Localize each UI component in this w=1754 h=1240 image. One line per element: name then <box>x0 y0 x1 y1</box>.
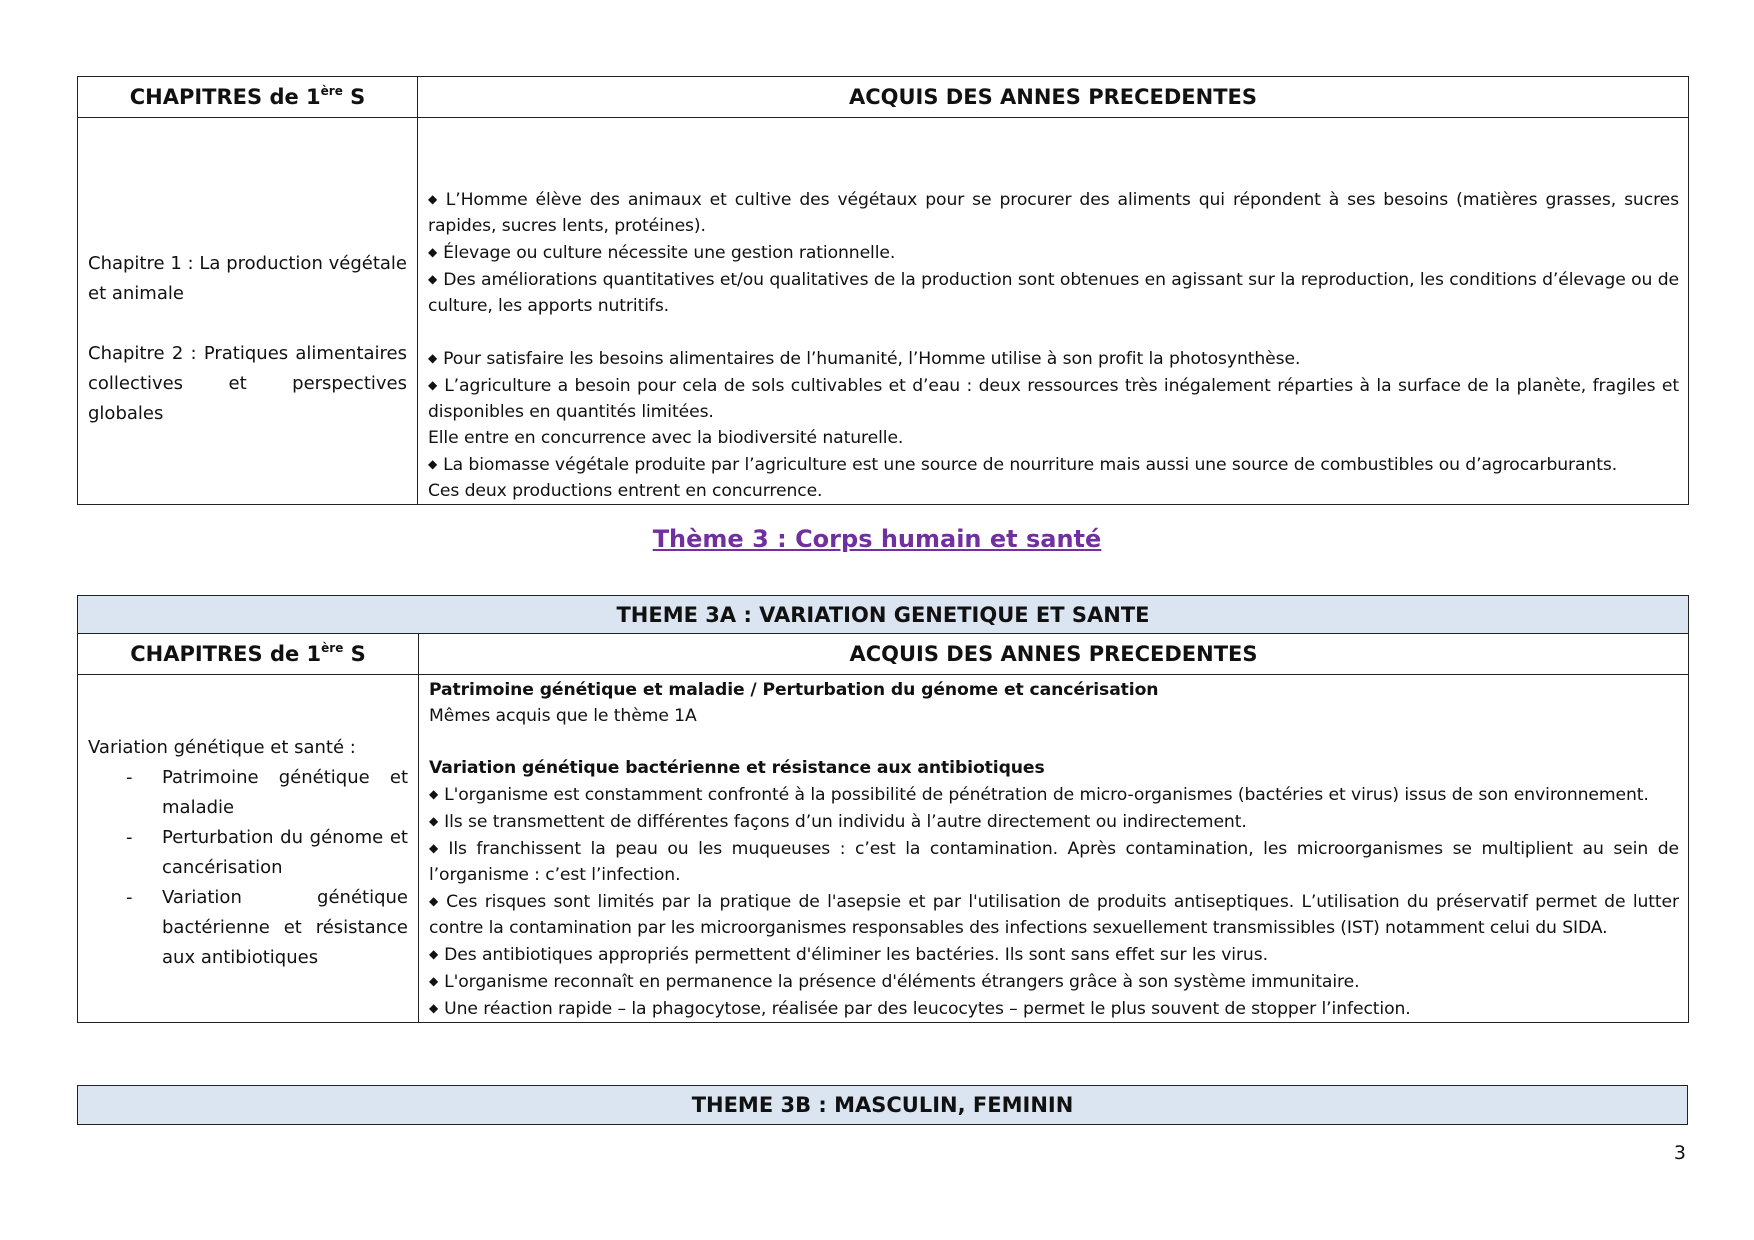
header-chapitres-text: CHAPITRES de 1 <box>130 642 322 666</box>
acquis-paragraph <box>428 372 1679 425</box>
header-chapitres <box>78 77 418 118</box>
chapter-1: Chapitre 1 : La production végétale et animale <box>88 253 407 304</box>
theme3b-header: THEME 3B : MASCULIN, FEMININ <box>78 1086 1688 1125</box>
acquis-text: La biomasse végétale produite par l’agriculture est une source de nourriture mais aussi une source de combustibles ou d’agrocarburants. <box>443 455 1618 475</box>
page-number: 3 <box>1673 1142 1686 1164</box>
acquis-text: Ils se transmettent de différentes façons d’un individu à l’autre directement ou indirectement. <box>444 812 1247 832</box>
acquis-text: L'organisme est constamment confronté à la possibilité de pénétration de micro-organismes (bactéries et virus) issus de son environnement. <box>444 785 1649 805</box>
acquis-paragraph <box>428 186 1679 239</box>
chapter-subitem-text: Patrimoine génétique et maladie <box>162 767 408 818</box>
acquis-paragraph <box>428 451 1679 478</box>
diamond-bullet-icon: ◆ <box>429 814 439 828</box>
acquis-text: L'organisme reconnaît en permanence la présence d'éléments étrangers grâce à son système immunitaire. <box>444 972 1360 992</box>
acquis-text: Des améliorations quantitatives et/ou qualitatives de la production sont obtenues en agissant sur la reproduction, les conditions d’élevage ou de culture, les apports nutritifs. <box>428 270 1679 316</box>
chapters-cell <box>78 675 419 1023</box>
acquis-paragraph <box>428 239 1679 266</box>
diamond-bullet-icon: ◆ <box>429 1001 439 1015</box>
acquis-paragraph <box>429 995 1679 1022</box>
diamond-bullet-icon: ◆ <box>429 787 439 801</box>
chapters-cell <box>78 118 418 505</box>
section-title: Variation génétique bactérienne et résistance aux antibiotiques <box>429 758 1045 778</box>
diamond-bullet-icon: ◆ <box>428 457 438 471</box>
diamond-bullet-icon: ◆ <box>429 894 441 908</box>
table-theme3a <box>77 595 1689 1023</box>
acquis-paragraph <box>429 941 1679 968</box>
diamond-bullet-icon: ◆ <box>429 947 439 961</box>
dash-bullet: - <box>126 887 133 908</box>
header-chapitres-sup: ère <box>320 84 343 98</box>
acquis-text: Élevage ou culture nécessite une gestion rationnelle. <box>443 243 896 263</box>
theme3-title: Thème 3 : Corps humain et santé <box>652 525 1102 553</box>
acquis-text: L’Homme élève des animaux et cultive des végétaux pour se procurer des aliments qui répondent à ses besoins (matières grasses, sucres rapides, sucres lents, protéines). <box>428 190 1679 236</box>
section-title: Patrimoine génétique et maladie / Perturbation du génome et cancérisation <box>429 680 1159 700</box>
acquis-text: Des antibiotiques appropriés permettent d'éliminer les bactéries. Ils sont sans effet sur les virus. <box>444 945 1268 965</box>
diamond-bullet-icon: ◆ <box>429 974 439 988</box>
acquis-paragraph <box>429 888 1679 941</box>
header-acquis: ACQUIS DES ANNES PRECEDENTES <box>418 77 1689 118</box>
chapter-subitem <box>88 823 408 883</box>
acquis-paragraph <box>429 835 1679 888</box>
acquis-text: Une réaction rapide – la phagocytose, réalisée par des leucocytes – permet le plus souvent de stopper l’infection. <box>444 999 1411 1019</box>
acquis-text: Pour satisfaire les besoins alimentaires de l’humanité, l’Homme utilise à son profit la photosynthèse. <box>443 349 1301 369</box>
acquis-paragraph <box>429 781 1679 808</box>
header-chapitres-sup: ère <box>321 641 344 655</box>
acquis-paragraph <box>428 345 1679 372</box>
acquis-cell <box>418 118 1689 505</box>
theme3a-header: THEME 3A : VARIATION GENETIQUE ET SANTE <box>78 596 1689 634</box>
chapter-subitem <box>88 763 408 823</box>
diamond-bullet-icon: ◆ <box>429 841 443 855</box>
header-chapitres-end: S <box>343 642 366 666</box>
acquis-cell <box>419 675 1689 1023</box>
acquis-text: Ces risques sont limités par la pratique de l'asepsie et par l'utilisation de produits antiseptiques. L’utilisation du préservatif permet de lutter contre la contamination par les microorganismes responsables des infections sexuellement transmissibles (IST) notamment celui du SIDA. <box>429 892 1680 938</box>
acquis-text: Ils franchissent la peau ou les muqueuses : c’est la contamination. Après contamination, les microorganismes se multiplient au sein de l’organisme : c’est l’infection. <box>429 839 1679 885</box>
diamond-bullet-icon: ◆ <box>428 351 438 365</box>
header-chapitres-text: CHAPITRES de 1 <box>129 85 321 109</box>
chapter-subitem-text: Variation génétique bactérienne et résistance aux antibiotiques <box>162 887 408 968</box>
header-chapitres-end: S <box>342 85 366 109</box>
chapter-2: Chapitre 2 : Pratiques alimentaires collectives et perspectives globales <box>88 343 407 424</box>
diamond-bullet-icon: ◆ <box>428 272 438 286</box>
acquis-paragraph <box>429 808 1679 835</box>
section-text: Mêmes acquis que le thème 1A <box>429 706 697 726</box>
chapter-intro: Variation génétique et santé : <box>88 737 356 758</box>
acquis-paragraph: Elle entre en concurrence avec la biodiversité naturelle. <box>428 428 904 448</box>
acquis-paragraph: Ces deux productions entrent en concurrence. <box>428 481 823 501</box>
chapter-subitem <box>88 883 408 973</box>
diamond-bullet-icon: ◆ <box>428 245 438 259</box>
dash-bullet: - <box>126 767 133 788</box>
table-acquis-theme2 <box>77 76 1689 505</box>
diamond-bullet-icon: ◆ <box>428 378 439 392</box>
diamond-bullet-icon: ◆ <box>428 192 440 206</box>
chapter-subitem-text: Perturbation du génome et cancérisation <box>162 827 408 878</box>
acquis-text: L’agriculture a besoin pour cela de sols cultivables et d’eau : deux ressources très inégalement réparties à la surface de la planète, fragiles et disponibles en quantités limitées. <box>428 376 1679 422</box>
header-chapitres <box>78 634 419 675</box>
acquis-paragraph <box>428 266 1679 319</box>
table-theme3b <box>77 1085 1688 1125</box>
header-acquis: ACQUIS DES ANNES PRECEDENTES <box>419 634 1689 675</box>
acquis-paragraph <box>429 968 1679 995</box>
dash-bullet: - <box>126 827 133 848</box>
